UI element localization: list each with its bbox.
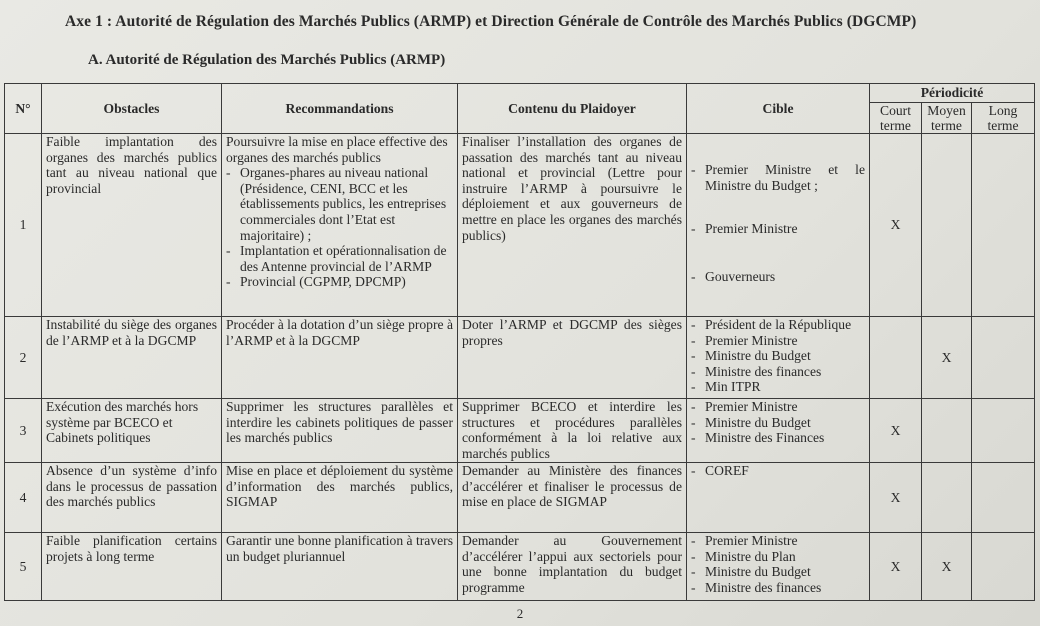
table-row [5,134,1035,317]
header-long-terme: Long terme [972,103,1035,134]
header-court-terme: Court terme [870,103,922,134]
mark-moyen [922,463,972,533]
mark-long [972,399,1035,463]
row-obstacle: Instabilité du siège des organes de l’ARMP et à la DGCMP [42,317,222,399]
row-num: 3 [5,399,42,463]
header-moyen-terme: Moyen terme [922,103,972,134]
mark-court [870,317,922,399]
list-item: - Gouverneurs [691,269,865,285]
list-item: - Organes-phares au niveau national (Présidence, CENI, BCC et les établissements publics, les entreprises commerciales dont l’Etat est majoritaire) ; [226,165,453,243]
row-cible [687,134,870,317]
header-contenu: Contenu du Plaidoyer [458,84,687,134]
table-row [5,399,1035,463]
mark-long [972,134,1035,317]
mark-long [972,317,1035,399]
list-item: - Ministre des finances [691,364,865,380]
mark-moyen: X [922,533,972,601]
list-item: - Min ITPR [691,379,865,395]
row-contenu: Doter l’ARMP et DGCMP des sièges propres [458,317,687,399]
list-item: - Premier Ministre et le Ministre du Budget ; [691,162,865,193]
list-item: - Ministre des Finances [691,430,865,446]
row-obstacle: Faible implantation des organes des marchés publics tant au niveau national que provincial [42,134,222,317]
list-item: - Provincial (CGPMP, DPCMP) [226,274,453,290]
section-heading: Axe 1 : Autorité de Régulation des Marchés Publics (ARMP) et Direction Générale de Contrôle des Marchés Publics (DGCMP) [65,13,917,30]
row-cible [687,463,870,533]
list-item: - Ministre du Budget [691,415,865,431]
recommandation-list [226,165,453,290]
page-number: 2 [516,606,524,621]
list-item: - Implantation et opérationnalisation de des Antenne provincial de l’ARMP [226,243,453,274]
row-cible [687,317,870,399]
row-recommandation: Supprimer les structures parallèles et interdire les cabinets politiques de passer les marchés publics [222,399,458,463]
row-cible [687,399,870,463]
list-item: - Premier Ministre [691,221,865,237]
row-recommandation: Mise en place et déploiement du système d’information des marchés publics, SIGMAP [222,463,458,533]
header-num: N° [5,84,42,134]
list-item: - Premier Ministre [691,533,865,549]
mark-court: X [870,463,922,533]
header-cible: Cible [687,84,870,134]
row-num: 1 [5,134,42,317]
row-obstacle: Faible planification certains projets à long terme [42,533,222,601]
mark-court: X [870,533,922,601]
mark-moyen [922,399,972,463]
mark-court: X [870,399,922,463]
mark-long [972,533,1035,601]
recommandation-intro: Poursuivre la mise en place effective des organes des marchés publics [226,134,448,165]
header-obstacles: Obstacles [42,84,222,134]
mark-moyen: X [922,317,972,399]
table-row [5,463,1035,533]
row-num: 4 [5,463,42,533]
mark-court: X [870,134,922,317]
table-row [5,533,1035,601]
list-item: - Ministre des finances [691,580,865,596]
row-cible [687,533,870,601]
subsection-heading: A. Autorité de Régulation des Marchés Publics (ARMP) [88,52,446,68]
mark-long [972,463,1035,533]
list-item: - Premier Ministre [691,399,865,415]
header-recommandations: Recommandations [222,84,458,134]
list-item: - Premier Ministre [691,333,865,349]
list-item: - Ministre du Plan [691,549,865,565]
row-recommandation: Procéder à la dotation d’un siège propre à l’ARMP et à la DGCMP [222,317,458,399]
table-row [5,317,1035,399]
list-item: - Ministre du Budget [691,348,865,364]
row-obstacle: Exécution des marchés hors système par BCECO et Cabinets politiques [42,399,222,463]
row-contenu: Demander au Ministère des finances d’accélérer et finaliser le processus de mise en place de SIGMAP [458,463,687,533]
list-item: - COREF [691,463,865,479]
list-item: - Ministre du Budget [691,564,865,580]
row-obstacle: Absence d’un système d’info dans le processus de passation des marchés publics [42,463,222,533]
list-item: - Président de la République [691,317,865,333]
row-contenu: Finaliser l’installation des organes de passation des marchés tant au niveau national et provincial (Lettre pour instruire l’ARMP à poursuivre le déploiement et aux gouverneurs de mettre en place les organes des marchés publics) [458,134,687,317]
row-recommandation: Garantir une bonne planification à travers un budget pluriannuel [222,533,458,601]
row-num: 5 [5,533,42,601]
header-periodicite: Périodicité [870,84,1035,103]
row-contenu: Demander au Gouvernement d’accélérer l’appui aux sectoriels pour une bonne implantation du budget programme [458,533,687,601]
row-contenu: Supprimer BCECO et interdire les structures et procédures parallèles conformément à la loi relative aux marchés publics [458,399,687,463]
mark-moyen [922,134,972,317]
row-recommandation [222,134,458,317]
plaidoyer-table [4,83,1035,601]
row-num: 2 [5,317,42,399]
